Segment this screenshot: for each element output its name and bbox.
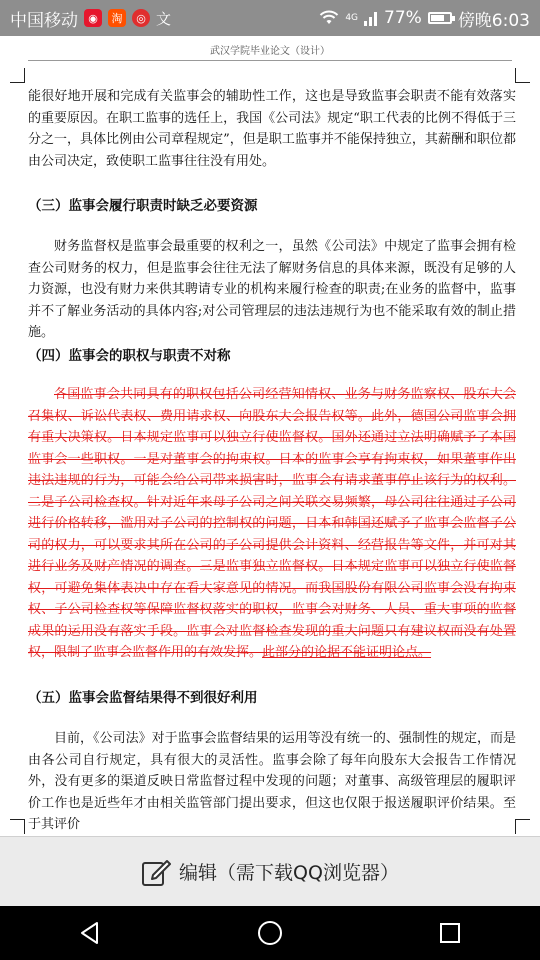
app-icon: ◎ — [132, 9, 150, 27]
recents-button[interactable] — [420, 913, 480, 953]
crop-mark-top-left — [10, 68, 25, 83]
document-page[interactable] — [0, 36, 540, 836]
battery-percent: 77% — [384, 8, 422, 28]
back-button[interactable] — [60, 913, 120, 953]
carrier-name: 中国移动 — [10, 10, 78, 31]
crop-mark-bottom-right — [515, 819, 530, 834]
status-bar — [0, 0, 540, 36]
status-bar-left — [10, 6, 171, 31]
wen-icon: 文 — [156, 9, 172, 28]
review-comment: 此部分的论据不能证明论点。 — [262, 645, 432, 660]
weibo-icon: ◉ — [84, 9, 102, 27]
paragraph-section-5: 目前，《公司法》对于监事会监督结果的运用等没有统一的、强制性的规定，而是由各公司自行规定，具有很大的灵活性。监事会除了每年向股东大会报告工作情况外，没有更多的渠道反映日常监督过程中发现的问题；对董事、高级管理层的履职评价工作也是近些年才由相关监管部门提出要求，但这也仅限于报送履职评价结果。至于其评价 — [28, 731, 516, 832]
network-type: 4G — [345, 12, 359, 23]
battery-icon — [428, 12, 452, 24]
crop-mark-top-right — [515, 68, 530, 83]
running-head: 武汉学院毕业论文（设计） — [210, 46, 330, 57]
recents-icon — [439, 922, 461, 944]
home-icon — [257, 920, 283, 946]
crop-mark-bottom-left — [10, 819, 25, 834]
navigation-bar — [0, 906, 540, 960]
back-icon — [79, 921, 101, 945]
status-bar-right — [319, 6, 530, 31]
wifi-icon — [319, 10, 339, 26]
heading-section-5: （五）监事会监督结果得不到很好利用 — [28, 690, 258, 706]
taobao-icon: 淘 — [108, 9, 126, 27]
paragraph-section-4-deleted — [28, 384, 516, 664]
signal-icon — [364, 10, 378, 26]
edit-button[interactable] — [0, 836, 540, 906]
header-rule — [28, 60, 512, 61]
deleted-text: 各国监事会共同具有的职权包括公司经营知情权、业务与财务监察权、股东大会召集权、诉讼代表权、费用请求权、向股东大会报告权等。此外，德国公司监事会拥有重大决策权。日本规定监事可以独立行使监督权。国外还通过立法明确赋予了本国监事会一些职权。一是对董事会的拘束权。日本的监事会享有拘束权，如果董事作出违法违规的行为，可能会给公司带来损害时，监事会有请求董事停止该行为的权利。二是子公司检查权。针对近年来母子公司之间关联交易频繁，母公司往往通过子公司进行价格转移，滥用对子公司的控制权的问题，日本和韩国还赋予了监事会监督子公司的权力，可以要求其所在公司的子公司提供会计资料、经营报告等文件，并可对其进行业务及财产情况的调查。三是监事独立监督权。日本规定监事可以独立行使监督权，可避免集体表决中存在看大家意见的情况。而我国股份有限公司监事会没有拘束权、子公司检查权等保障监督权落实的职权，监事会对财务、人员、重大事项的监督成果的运用没有落实手段。监事会对监督检查发现的重大问题只有建议权而没有处置权，限制了监事会监督作用的有效发挥。 — [28, 387, 516, 660]
heading-section-3: （三）监事会履行职责时缺乏必要资源 — [28, 198, 258, 214]
clock: 傍晚6:03 — [457, 10, 530, 31]
paragraph-section-3: 财务监督权是监事会最重要的权利之一，虽然《公司法》中规定了监事会拥有检查公司财务的权力，但是监事会往往无法了解财务信息的具体来源，既没有足够的人力资源，也没有财力来供其聘请专业的机构来履行检查的职责;在业务的监督中，监事并不了解业务活动的具体内容;对公司管理层的违法违规行为也不能采取有效的制止措施。 — [28, 239, 516, 340]
heading-section-4: （四）监事会的职权与职责不对称 — [28, 348, 231, 364]
paragraph-intro: 能很好地开展和完成有关监事会的辅助性工作，这也是导致监事会职责不能有效落实的重要原因。在职工监事的选任上，我国《公司法》规定“职工代表的比例不得低于三分之一，具体比例由公司章程规定”，但是职工监事并不能保持独立，其薪酬和职位都由公司决定，致使职工监事往往没有用处。 — [28, 89, 516, 169]
edit-label: 编辑（需下载QQ浏览器） — [179, 862, 399, 884]
home-button[interactable] — [240, 913, 300, 953]
edit-icon — [141, 857, 171, 887]
